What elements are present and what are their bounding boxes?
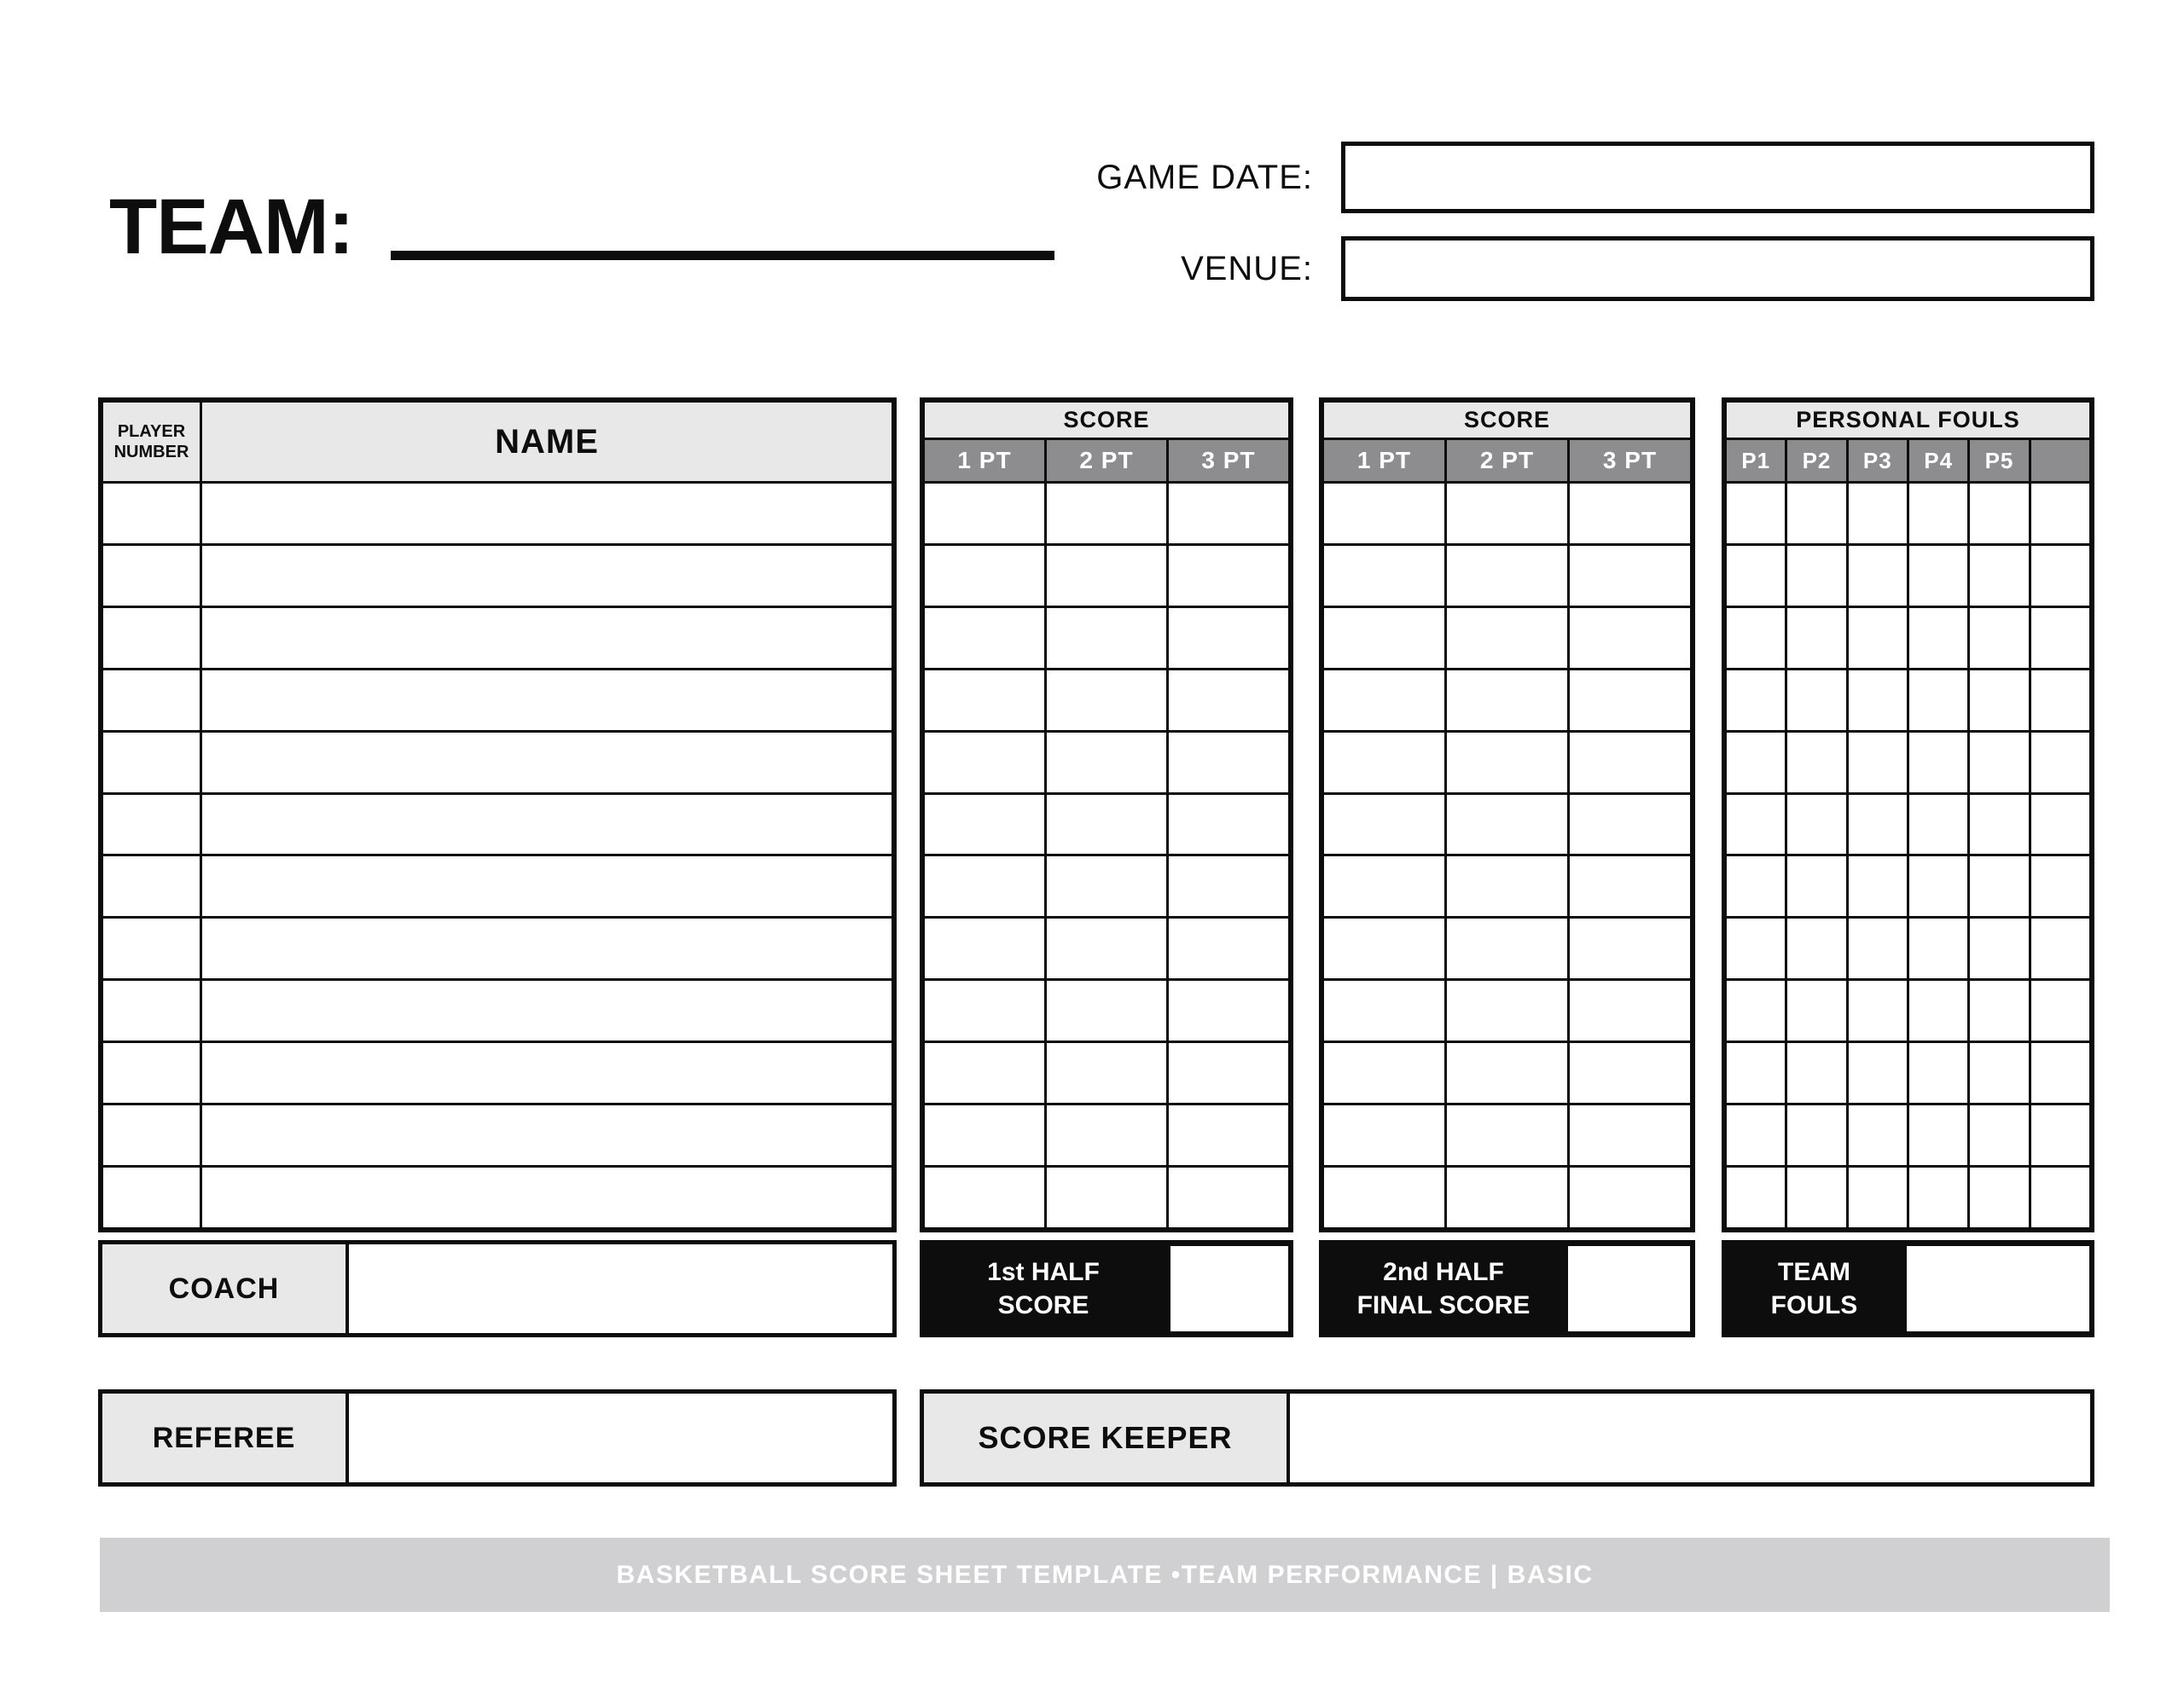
fouls-cell[interactable] [1727, 919, 1785, 978]
roster-cell[interactable] [202, 1168, 892, 1227]
score-1-cell[interactable] [1169, 733, 1288, 792]
score-1-cell[interactable] [1047, 795, 1166, 855]
score-2-title: SCORE [1324, 403, 1690, 438]
score-1-cell[interactable] [925, 1043, 1044, 1103]
roster-cell[interactable] [103, 546, 200, 606]
score-2-cell[interactable] [1324, 795, 1444, 855]
first-half-score-box [920, 1240, 1293, 1337]
score-1-title: SCORE [925, 403, 1288, 438]
score-1-cell[interactable] [925, 670, 1044, 730]
fouls-col-p1: P1 [1727, 440, 1785, 481]
score-2-cell[interactable] [1324, 1168, 1444, 1227]
first-half-score-label [920, 1240, 1167, 1337]
personal-fouls-title: PERSONAL FOULS [1727, 403, 2089, 438]
score-2-cell[interactable] [1570, 919, 1690, 978]
score-1-cell[interactable] [925, 546, 1044, 606]
fouls-cell[interactable] [1727, 670, 1785, 730]
team-name-blank-line[interactable] [391, 251, 1054, 260]
score-1-cell[interactable] [1169, 981, 1288, 1041]
fouls-cell[interactable] [1787, 856, 1845, 916]
score-2-cell[interactable] [1447, 1043, 1567, 1103]
first-half-score-label-line2: SCORE [997, 1291, 1089, 1319]
fouls-cell[interactable] [1849, 608, 1907, 668]
fouls-cell[interactable] [1909, 733, 1967, 792]
fouls-cell[interactable] [1970, 733, 2028, 792]
second-half-final-score-label-line1: 2nd HALF [1383, 1258, 1504, 1286]
fouls-cell[interactable] [1909, 1168, 1967, 1227]
score-1-cell[interactable] [1169, 919, 1288, 978]
score-1-cell[interactable] [1047, 856, 1166, 916]
fouls-cell[interactable] [1970, 919, 2028, 978]
fouls-cell[interactable] [1849, 1168, 1907, 1227]
fouls-cell[interactable] [1787, 546, 1845, 606]
roster-cell[interactable] [202, 1043, 892, 1103]
roster-cell[interactable] [103, 484, 200, 543]
coach-label: COACH [102, 1244, 346, 1333]
score-1-cell[interactable] [1047, 981, 1166, 1041]
personal-fouls-table [1722, 397, 2094, 1232]
roster-cell[interactable] [103, 919, 200, 978]
fouls-cell[interactable] [1849, 795, 1907, 855]
fouls-cell[interactable] [1849, 1043, 1907, 1103]
fouls-cell[interactable] [1727, 608, 1785, 668]
score-2-cell[interactable] [1447, 608, 1567, 668]
coach-input[interactable] [349, 1244, 892, 1333]
score-1-cell[interactable] [1047, 670, 1166, 730]
score-1-cell[interactable] [925, 733, 1044, 792]
name-header: NAME [202, 403, 892, 481]
venue-label: VENUE: [1181, 249, 1313, 287]
score-2-cell[interactable] [1570, 795, 1690, 855]
fouls-col-extra [2031, 440, 2089, 481]
fouls-cell[interactable] [1787, 484, 1845, 543]
score-2-cell[interactable] [1324, 484, 1444, 543]
roster-cell[interactable] [103, 795, 200, 855]
roster-cell[interactable] [103, 733, 200, 792]
fouls-cell[interactable] [2031, 546, 2089, 606]
fouls-cell[interactable] [1787, 795, 1845, 855]
fouls-cell[interactable] [1970, 670, 2028, 730]
fouls-cell[interactable] [2031, 670, 2089, 730]
score-1-cell[interactable] [1047, 1168, 1166, 1227]
fouls-cell[interactable] [1970, 795, 2028, 855]
score-keeper-input[interactable] [1290, 1394, 2090, 1482]
score-2-col-1pt: 1 PT [1324, 440, 1444, 481]
score-1-cell[interactable] [1047, 546, 1166, 606]
fouls-cell[interactable] [1727, 484, 1785, 543]
score-2-cell[interactable] [1324, 919, 1444, 978]
fouls-cell[interactable] [1849, 919, 1907, 978]
fouls-col-p3: P3 [1849, 440, 1907, 481]
team-label: TEAM: [109, 183, 354, 270]
roster-cell[interactable] [103, 1168, 200, 1227]
fouls-cell[interactable] [1787, 1168, 1845, 1227]
fouls-cell[interactable] [1849, 981, 1907, 1041]
fouls-cell[interactable] [1849, 484, 1907, 543]
fouls-cell[interactable] [1727, 856, 1785, 916]
fouls-cell[interactable] [2031, 856, 2089, 916]
referee-input[interactable] [349, 1394, 892, 1482]
fouls-cell[interactable] [1909, 981, 1967, 1041]
score-2-cell[interactable] [1570, 484, 1690, 543]
player-number-header [103, 403, 200, 481]
fouls-cell[interactable] [1970, 484, 2028, 543]
fouls-cell[interactable] [1909, 856, 1967, 916]
score-2-cell[interactable] [1447, 670, 1567, 730]
fouls-cell[interactable] [1727, 795, 1785, 855]
fouls-cell[interactable] [1970, 1168, 2028, 1227]
fouls-cell[interactable] [1909, 608, 1967, 668]
score-2-cell[interactable] [1447, 733, 1567, 792]
score-keeper-label: SCORE KEEPER [924, 1394, 1287, 1482]
fouls-cell[interactable] [1849, 856, 1907, 916]
score-2-cell[interactable] [1447, 795, 1567, 855]
score-2-cell[interactable] [1324, 1105, 1444, 1165]
second-half-final-score-label-line2: FINAL SCORE [1356, 1291, 1531, 1319]
fouls-cell[interactable] [1787, 670, 1845, 730]
venue-input[interactable] [1341, 236, 2094, 301]
roster-cell[interactable] [202, 981, 892, 1041]
score-2-cell[interactable] [1324, 608, 1444, 668]
roster-cell[interactable] [202, 484, 892, 543]
score-2-cell[interactable] [1447, 981, 1567, 1041]
score-1-cell[interactable] [1169, 856, 1288, 916]
roster-table [98, 397, 897, 1232]
coach-row [98, 1240, 897, 1337]
score-2-col-3pt: 3 PT [1570, 440, 1690, 481]
second-half-final-score-box [1319, 1240, 1695, 1337]
score-1-cell[interactable] [925, 608, 1044, 668]
roster-cell[interactable] [202, 733, 892, 792]
score-2-cell[interactable] [1447, 919, 1567, 978]
score-1-cell[interactable] [1169, 1105, 1288, 1165]
game-date-input[interactable] [1341, 142, 2094, 213]
fouls-cell[interactable] [1727, 1043, 1785, 1103]
score-1-cell[interactable] [1169, 795, 1288, 855]
score-keeper-row [920, 1389, 2094, 1487]
score-2-cell[interactable] [1447, 1105, 1567, 1165]
fouls-col-p4: P4 [1909, 440, 1967, 481]
fouls-cell[interactable] [1849, 546, 1907, 606]
fouls-cell[interactable] [1787, 1105, 1845, 1165]
fouls-cell[interactable] [1787, 919, 1845, 978]
score-1-cell[interactable] [1169, 546, 1288, 606]
roster-cell[interactable] [202, 1105, 892, 1165]
roster-cell[interactable] [103, 670, 200, 730]
score-2-col-2pt: 2 PT [1447, 440, 1567, 481]
fouls-cell[interactable] [1909, 795, 1967, 855]
fouls-col-p5: P5 [1970, 440, 2028, 481]
score-1-cell[interactable] [925, 919, 1044, 978]
score-1-col-2pt: 2 PT [1047, 440, 1166, 481]
score-2-cell[interactable] [1447, 856, 1567, 916]
score-1-cell[interactable] [1169, 484, 1288, 543]
score-1-cell[interactable] [925, 1105, 1044, 1165]
fouls-cell[interactable] [2031, 981, 2089, 1041]
roster-cell[interactable] [103, 1105, 200, 1165]
fouls-cell[interactable] [1970, 856, 2028, 916]
fouls-cell[interactable] [1787, 1043, 1845, 1103]
fouls-cell[interactable] [1970, 1105, 2028, 1165]
score-2-cell[interactable] [1324, 1043, 1444, 1103]
roster-cell[interactable] [202, 608, 892, 668]
first-half-score-label-line1: 1st HALF [987, 1258, 1100, 1286]
fouls-cell[interactable] [1909, 546, 1967, 606]
score-2-cell[interactable] [1570, 608, 1690, 668]
team-fouls-label [1722, 1240, 1907, 1337]
score-2-cell[interactable] [1324, 981, 1444, 1041]
score-1-cell[interactable] [925, 795, 1044, 855]
fouls-cell[interactable] [2031, 733, 2089, 792]
score-2-cell[interactable] [1570, 1105, 1690, 1165]
fouls-cell[interactable] [2031, 1043, 2089, 1103]
fouls-cell[interactable] [1727, 733, 1785, 792]
fouls-cell[interactable] [2031, 1105, 2089, 1165]
score-1-cell[interactable] [1047, 1105, 1166, 1165]
footer-text: BASKETBALL SCORE SHEET TEMPLATE •TEAM PERFORMANCE | BASIC [616, 1560, 1594, 1589]
score-1-cell[interactable] [1047, 1043, 1166, 1103]
roster-cell[interactable] [202, 795, 892, 855]
score-1-cell[interactable] [1047, 484, 1166, 543]
fouls-cell[interactable] [1727, 1105, 1785, 1165]
referee-label: REFEREE [102, 1394, 346, 1482]
score-1-cell[interactable] [925, 484, 1044, 543]
score-2-cell[interactable] [1570, 981, 1690, 1041]
fouls-cell[interactable] [1909, 484, 1967, 543]
roster-cell[interactable] [103, 856, 200, 916]
fouls-cell[interactable] [1909, 1043, 1967, 1103]
fouls-cell[interactable] [1909, 670, 1967, 730]
fouls-cell[interactable] [2031, 608, 2089, 668]
score-1-cell[interactable] [1047, 608, 1166, 668]
fouls-cell[interactable] [2031, 1168, 2089, 1227]
player-number-header-line1: PLAYER [117, 422, 186, 441]
score-1-cell[interactable] [1169, 1168, 1288, 1227]
footer-band [100, 1538, 2110, 1612]
score-2-cell[interactable] [1324, 856, 1444, 916]
fouls-cell[interactable] [1970, 981, 2028, 1041]
fouls-cell[interactable] [1849, 670, 1907, 730]
roster-cell[interactable] [103, 981, 200, 1041]
fouls-cell[interactable] [1970, 546, 2028, 606]
score-table-1 [920, 397, 1293, 1232]
fouls-cell[interactable] [1727, 546, 1785, 606]
fouls-cell[interactable] [1787, 608, 1845, 668]
fouls-col-p2: P2 [1787, 440, 1845, 481]
score-2-cell[interactable] [1570, 1168, 1690, 1227]
fouls-cell[interactable] [1849, 733, 1907, 792]
fouls-cell[interactable] [1970, 608, 2028, 668]
referee-row [98, 1389, 897, 1487]
roster-cell[interactable] [103, 608, 200, 668]
team-fouls-box [1722, 1240, 2094, 1337]
roster-cell[interactable] [202, 856, 892, 916]
team-fouls-label-line2: FOULS [1770, 1291, 1858, 1319]
fouls-cell[interactable] [1909, 919, 1967, 978]
fouls-cell[interactable] [1727, 1168, 1785, 1227]
team-fouls-label-line1: TEAM [1778, 1258, 1850, 1286]
score-2-cell[interactable] [1447, 546, 1567, 606]
second-half-final-score-label [1319, 1240, 1568, 1337]
score-2-cell[interactable] [1570, 856, 1690, 916]
first-half-score-input[interactable] [1170, 1246, 1288, 1331]
roster-cell[interactable] [202, 546, 892, 606]
roster-cell[interactable] [202, 919, 892, 978]
score-1-cell[interactable] [925, 856, 1044, 916]
roster-cell[interactable] [202, 670, 892, 730]
fouls-cell[interactable] [1787, 733, 1845, 792]
score-1-cell[interactable] [925, 1168, 1044, 1227]
score-1-col-3pt: 3 PT [1169, 440, 1288, 481]
fouls-cell[interactable] [1787, 981, 1845, 1041]
score-1-cell[interactable] [925, 981, 1044, 1041]
score-1-cell[interactable] [1169, 608, 1288, 668]
score-2-cell[interactable] [1570, 546, 1690, 606]
game-date-label: GAME DATE: [1096, 158, 1313, 196]
fouls-cell[interactable] [1970, 1043, 2028, 1103]
score-2-cell[interactable] [1324, 733, 1444, 792]
score-1-col-1pt: 1 PT [925, 440, 1044, 481]
score-2-cell[interactable] [1570, 670, 1690, 730]
fouls-cell[interactable] [1849, 1105, 1907, 1165]
fouls-cell[interactable] [2031, 484, 2089, 543]
score-2-cell[interactable] [1324, 546, 1444, 606]
score-2-cell[interactable] [1570, 733, 1690, 792]
score-2-cell[interactable] [1447, 484, 1567, 543]
score-2-cell[interactable] [1324, 670, 1444, 730]
score-1-cell[interactable] [1169, 670, 1288, 730]
score-2-cell[interactable] [1447, 1168, 1567, 1227]
score-1-cell[interactable] [1169, 1043, 1288, 1103]
fouls-cell[interactable] [1909, 1105, 1967, 1165]
score-1-cell[interactable] [1047, 733, 1166, 792]
fouls-cell[interactable] [1727, 981, 1785, 1041]
roster-cell[interactable] [103, 1043, 200, 1103]
score-1-cell[interactable] [1047, 919, 1166, 978]
fouls-cell[interactable] [2031, 795, 2089, 855]
score-table-2 [1319, 397, 1695, 1232]
player-number-header-line2: NUMBER [113, 443, 189, 461]
fouls-cell[interactable] [2031, 919, 2089, 978]
score-2-cell[interactable] [1570, 1043, 1690, 1103]
second-half-final-score-input[interactable] [1568, 1246, 1690, 1331]
team-fouls-input[interactable] [1907, 1246, 2089, 1331]
